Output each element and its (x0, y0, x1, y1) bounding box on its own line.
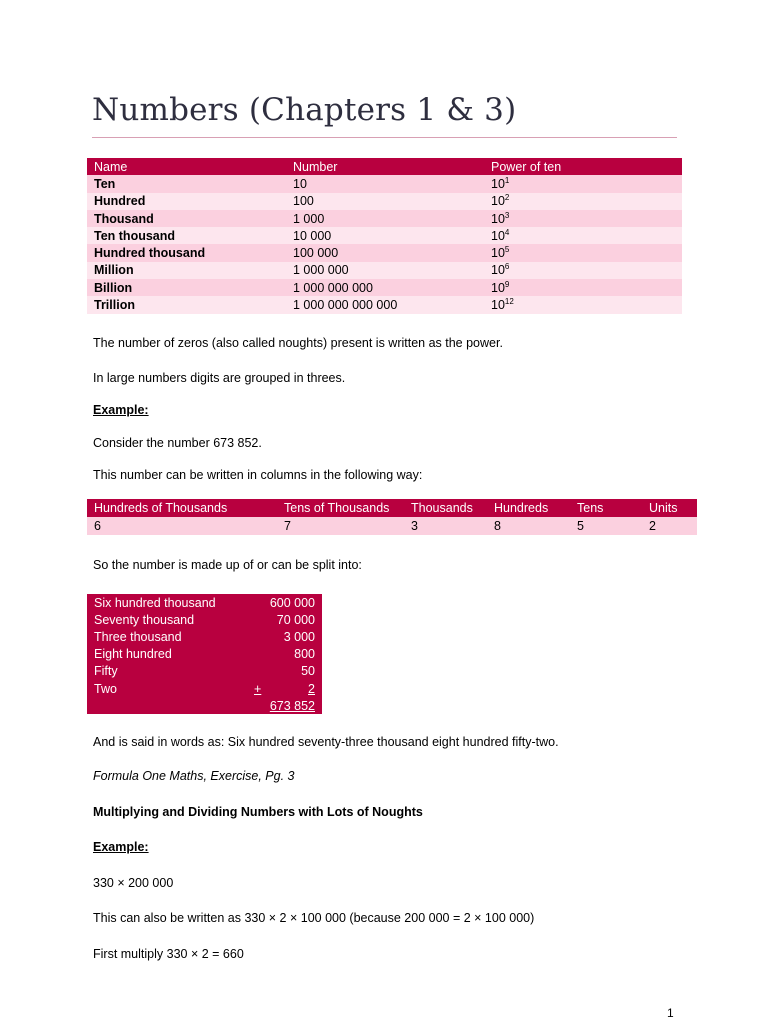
row-name: Million (87, 262, 286, 279)
row-power (484, 279, 682, 296)
consider-paragraph: Consider the number 673 852. (93, 436, 262, 450)
table-row-total (87, 697, 322, 714)
split-label: Fifty (94, 664, 118, 679)
split-intro-paragraph: So the number is made up of or can be split into: (93, 558, 362, 572)
header-units: Units (642, 499, 697, 517)
table-row (87, 628, 322, 645)
row-number: 1 000 000 000 000 (286, 296, 484, 313)
row-name: Ten (87, 175, 286, 192)
split-value: 2 (308, 681, 315, 696)
power-exponent: 12 (504, 297, 514, 307)
split-value: 600 000 (269, 595, 315, 610)
header-tens-of-thousands: Tens of Thousands (277, 499, 404, 517)
header-number: Number (286, 158, 484, 175)
row-name: Hundred thousand (87, 244, 286, 261)
title-divider (92, 137, 677, 138)
table-row (87, 279, 682, 296)
power-base: 10 (491, 298, 505, 313)
power-exponent: 1 (504, 175, 510, 185)
table-row (87, 663, 322, 680)
row-power (484, 210, 682, 227)
page-title: Numbers (Chapters 1 & 3) (92, 92, 517, 128)
table-row (87, 193, 682, 210)
row-name: Thousand (87, 210, 286, 227)
table-row (87, 175, 682, 192)
power-base: 10 (491, 246, 505, 261)
split-total: 673 852 (269, 698, 315, 713)
formula-reference: Formula One Maths, Exercise, Pg. 3 (93, 769, 295, 783)
table-row (87, 646, 322, 663)
row-power (484, 175, 682, 192)
number-split-table (87, 594, 322, 714)
row-power (484, 193, 682, 210)
row-power (484, 262, 682, 279)
calc-line-1: 330 × 200 000 (93, 876, 174, 890)
power-exponent: 3 (504, 210, 510, 220)
digit-units: 2 (642, 517, 697, 535)
split-value: 3 000 (283, 629, 315, 644)
table-row (87, 517, 697, 535)
digit-hundreds: 8 (487, 517, 570, 535)
row-power (484, 227, 682, 244)
row-power (484, 296, 682, 313)
row-power (484, 244, 682, 261)
section-heading: Multiplying and Dividing Numbers with Lots of Noughts (93, 805, 423, 819)
table-header-row (87, 158, 682, 175)
power-exponent: 2 (504, 193, 510, 203)
split-label: Six hundred thousand (94, 595, 216, 610)
power-exponent: 9 (504, 279, 510, 289)
zeros-paragraph: The number of zeros (also called noughts) present is written as the power. (93, 336, 503, 350)
table-header-row (87, 499, 697, 517)
row-number: 1 000 (286, 210, 484, 227)
power-base: 10 (491, 263, 505, 278)
power-base: 10 (491, 228, 505, 243)
row-number: 1 000 000 000 (286, 279, 484, 296)
row-number: 1 000 000 (286, 262, 484, 279)
header-hundreds-of-thousands: Hundreds of Thousands (87, 499, 277, 517)
place-value-table (87, 499, 697, 535)
digit-thousands: 3 (404, 517, 487, 535)
split-value: 800 (294, 647, 315, 662)
power-base: 10 (491, 280, 505, 295)
row-number: 10 000 (286, 227, 484, 244)
split-label: Seventy thousand (94, 612, 195, 627)
split-total-cell (247, 697, 322, 714)
power-base: 10 (491, 194, 505, 209)
header-power: Power of ten (484, 158, 682, 175)
columns-paragraph: This number can be written in columns in the following way: (93, 468, 423, 482)
words-paragraph: And is said in words as: Six hundred seventy-three thousand eight hundred fifty-two. (93, 735, 559, 749)
calc-line-3: First multiply 330 × 2 = 660 (93, 947, 244, 961)
split-label: Two (94, 681, 117, 696)
power-exponent: 4 (504, 227, 510, 237)
table-row (87, 611, 322, 628)
grouped-paragraph: In large numbers digits are grouped in threes. (93, 371, 346, 385)
table-row (87, 680, 322, 697)
split-label-empty (87, 697, 247, 714)
example-heading-2: Example: (93, 840, 149, 854)
page-number: 1 (667, 1006, 674, 1020)
digit-tens-of-thousands: 7 (277, 517, 404, 535)
header-hundreds: Hundreds (487, 499, 570, 517)
split-value: 50 (301, 664, 315, 679)
example-heading-1: Example: (93, 403, 149, 417)
calc-line-2: This can also be written as 330 × 2 × 100 000 (because 200 000 = 2 × 100 000) (93, 911, 535, 925)
digit-hundreds-of-thousands: 6 (87, 517, 277, 535)
split-value-last (247, 680, 322, 697)
row-number: 100 (286, 193, 484, 210)
table-row (87, 227, 682, 244)
row-number: 100 000 (286, 244, 484, 261)
power-base: 10 (491, 176, 505, 191)
split-label: Eight hundred (94, 647, 172, 662)
row-name: Billion (87, 279, 286, 296)
header-tens: Tens (570, 499, 642, 517)
split-label: Three thousand (94, 629, 182, 644)
row-name: Trillion (87, 296, 286, 313)
digit-tens: 5 (570, 517, 642, 535)
table-row (87, 244, 682, 261)
plus-sign: + (254, 681, 262, 696)
power-base: 10 (491, 211, 505, 226)
split-value: 70 000 (276, 612, 315, 627)
power-exponent: 6 (504, 262, 510, 272)
header-name: Name (87, 158, 286, 175)
table-row (87, 262, 682, 279)
row-name: Ten thousand (87, 227, 286, 244)
row-number: 10 (286, 175, 484, 192)
header-thousands: Thousands (404, 499, 487, 517)
powers-of-ten-table (87, 158, 682, 314)
row-name: Hundred (87, 193, 286, 210)
table-row (87, 210, 682, 227)
power-exponent: 5 (504, 245, 510, 255)
table-row (87, 296, 682, 313)
table-row (87, 594, 322, 611)
